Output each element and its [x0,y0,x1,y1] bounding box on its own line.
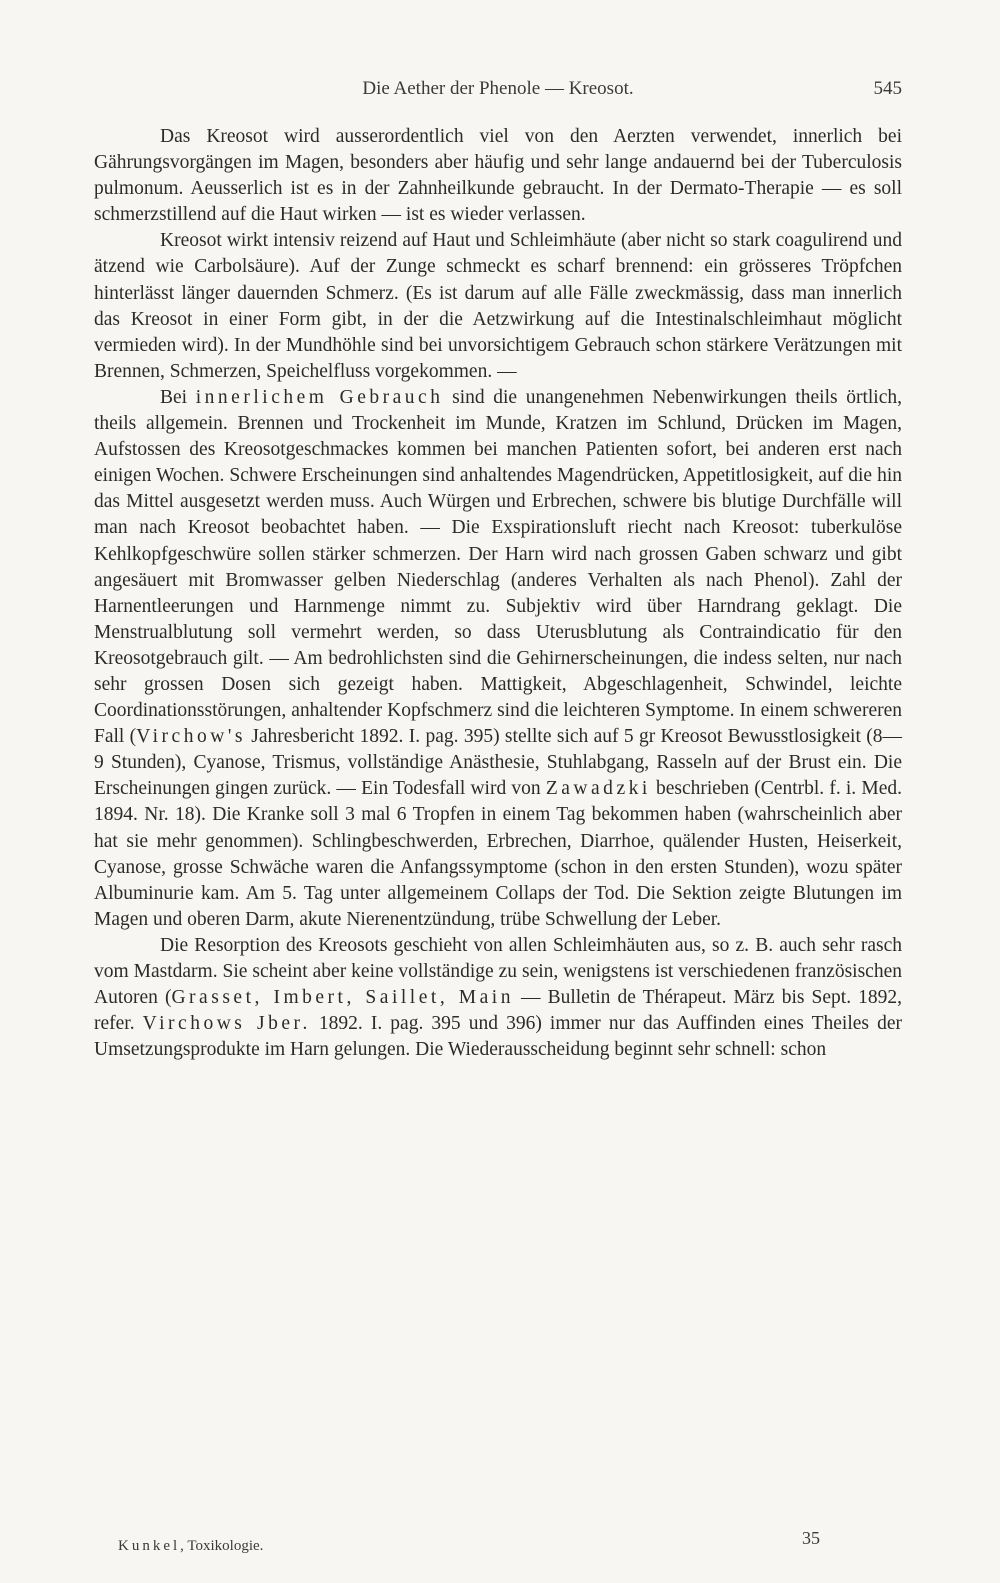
spaced-name: Virchow's [136,726,246,748]
paragraph [94,933,902,1063]
spaced-name: Zawadzki [545,778,651,800]
page-header [94,78,902,108]
running-title: Die Aether der Phenole — Kreosot. [362,78,634,99]
text-run: — Bulletin de Thérapeut. März bis Sept. 1892, refer. [94,987,902,1035]
page-footer [118,1528,902,1566]
text-run: Das Kreosot wird ausserordentlich viel von den Aerzten verwendet, innerlich bei Gährungsvorgängen im Magen, besonders aber häufig und sehr lange andauernd bei der Tuberculosis pulmonum. Aeusserlich ist es in der Zahnheilkunde gebraucht. In der Dermato-Therapie — es soll schmerzstillend auf die Haut wirken — ist es wieder verlassen. [94,126,902,226]
signature-mark: 35 [802,1528,820,1548]
text-run: beschrieben (Centrbl. f. i. Med. 1894. Nr. 18). Die Kranke soll 3 mal 6 Tropfen in einem Tag bekommen haben (wahrscheinlich aber hat sie mehr genommen). Schlingbeschwerden, Erbrechen, Diarrhoe, quälender Husten, Heiserkeit, Cyanose, grosse Schwäche waren die Anfangssymptome (schon in den ersten Stunden), wozu später Albuminurie kam. Am 5. Tag unter allgemeinem Collaps der Tod. Die Sektion zeigte Blutungen im Magen und oberen Darm, akute Nierenentzündung, trübe Schwellung der Leber. [94,778,902,930]
spaced-name: Grasset, Imbert, Saillet, Main [171,987,514,1009]
text-run: Jahresbericht 1892. I. pag. 395) stellte sich auf 5 gr Kreosot Bewusstlosigkeit (8—9 Stunden), Cyanose, Trismus, vollständige Anästhesie, Stuhlabgang, Rasseln auf der Brust ein. Die Erscheinungen gingen zurück. — Ein Todesfall wird von [94,726,902,800]
paragraph [94,124,902,228]
body-text [94,124,902,1063]
text-run: 1892. I. pag. 395 und 396) immer nur das Auffinden eines Theiles der Umsetzungsprodukte im Harn gelungen. Die Wiederausscheidung beginnt sehr schnell: schon [94,1013,902,1061]
footer-author: Kunkel [118,1538,181,1554]
paragraph [94,228,902,385]
spaced-name: innerlichem Gebrauch [195,386,444,408]
text-run: Bei [160,386,196,408]
paragraph [94,385,902,933]
spaced-name: Virchows Jber. [142,1013,311,1035]
footer-book-title: , Toxikologie. [180,1538,264,1554]
text-run: sind die unangenehmen Nebenwirkungen theils örtlich, theils allgemein. Brennen und Trockenheit im Munde, Kratzen im Schlund, Drücken im Magen, Aufstossen des Kreosotgeschmackes kommen bei manchen Patienten sofort, bei anderen erst nach einigen Wochen. Schwere Erscheinungen sind anhaltendes Magendrücken, Appetitlosigkeit, auf die hin das Mittel ausgesetzt werden muss. Auch Würgen und Erbrechen, schwere bis blutige Durchfälle will man nach Kreosot beobachtet haben. — Die Exspirationsluft riecht nach Kreosot: tuberkulöse Kehlkopfgeschwüre sollen stärker schmerzen. Der Harn wird nach grossen Gaben schwarz und gibt angesäuert mit Bromwasser gelben Niederschlag (anderes Verhalten als nach Phenol). Zahl der Harnentleerungen und Harnmenge nimmt zu. Subjektiv wird über Harndrang geklagt. Die Menstrualblutung soll vermehrt werden, so dass Uterusblutung als Contraindicatio für den Kreosotgebrauch gilt. — Am bedrohlichsten sind die Gehirnerscheinungen, die indess selten, nur nach sehr grossen Dosen sich gezeigt haben. Mattigkeit, Abgeschlagenheit, Schwindel, leichte Coordinationsstörungen, anhaltender Kopfschmerz sind die leichteren Symptome. In einem schwereren Fall ( [94,386,902,748]
text-run: Kreosot wirkt intensiv reizend auf Haut und Schleimhäute (aber nicht so stark coagulirend und ätzend wie Carbolsäure). Auf der Zunge schmeckt es scharf brennend: ein grösseres Tröpfchen hinterlässt länger dauernden Schmerz. (Es ist darum auf alle Fälle zweckmässig, dass man innerlich das Kreosot in einer Form gibt, in der die Aetzwirkung auf die Intestinalschleimhaut möglicht vermieden wird). In der Mundhöhle sind bei unvorsichtigem Gebrauch schon stärkere Verätzungen mit Brennen, Schmerzen, Speichelfluss vorgekommen. — [94,230,902,382]
footer-book-reference [118,1538,263,1555]
page-number: 545 [873,78,902,99]
text-run: Die Resorption des Kreosots geschieht von allen Schleimhäuten aus, so z. B. auch sehr rasch vom Mastdarm. Sie scheint aber keine vollständige zu sein, wenigstens ist verschiedenen französischen Autoren ( [94,934,902,1009]
